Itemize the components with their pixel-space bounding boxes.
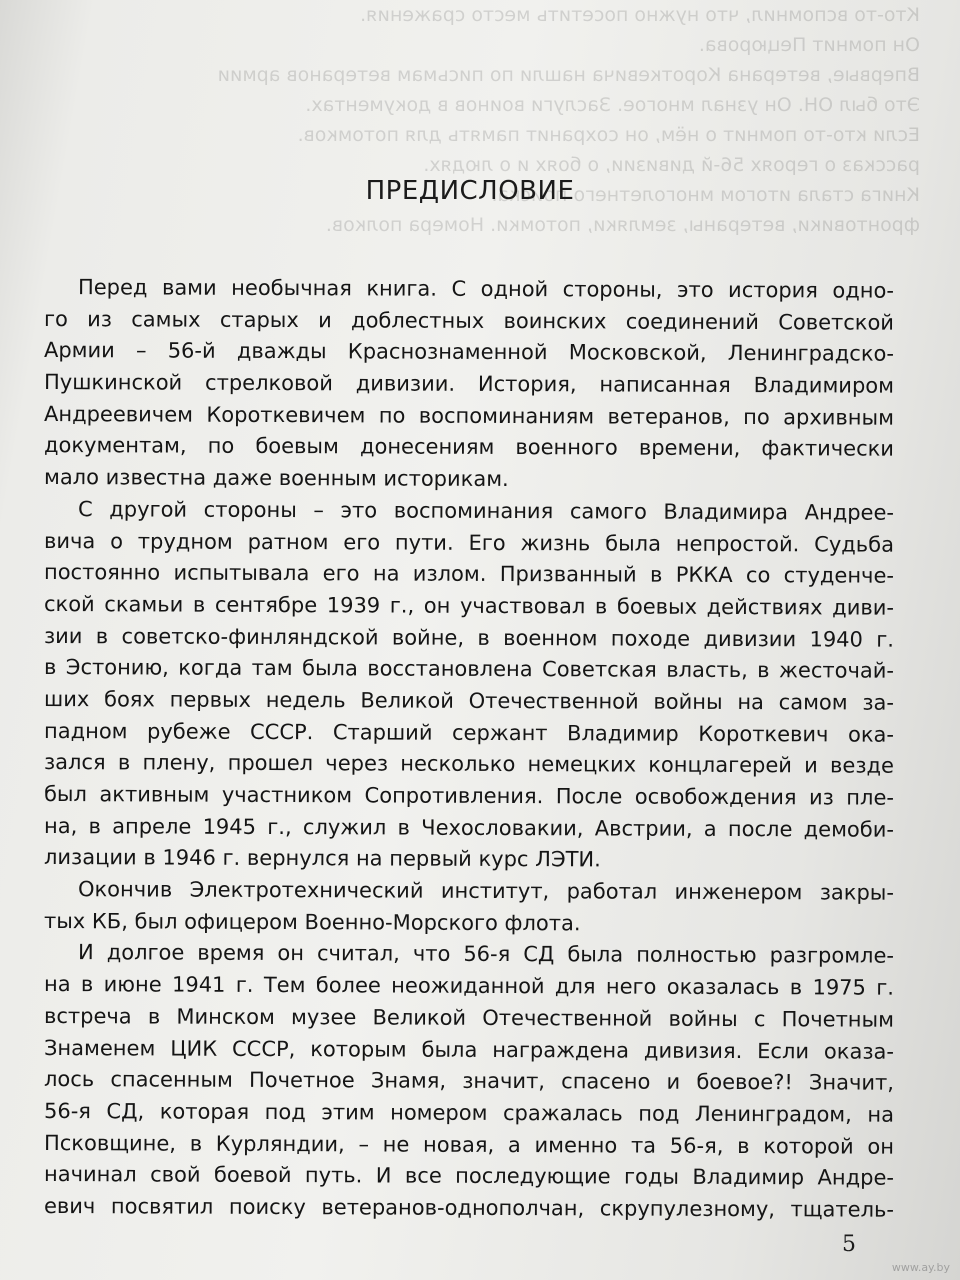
text-line: евич посвятил поиску ветеранов-однополчан, скрупулезному, тщатель-: [43, 1193, 895, 1222]
paragraph: [44, 494, 894, 874]
bleed-through-line: Это был ОН. Он узнал многое. Заслуги воинов в документах.: [305, 94, 920, 116]
text-line: С другой стороны – это воспоминания самого Владимира Андрее-: [77, 496, 895, 525]
text-line: го из самых старых и доблестных воинских соединений Советской: [43, 306, 895, 335]
text-line: в Эстонию, когда там была восстановлена Советская власть, в жесточай-: [43, 655, 895, 683]
bleed-through-line: Он помнит Пецюрова.: [698, 34, 920, 56]
text-line: зии в советско-финляндской войне, в военном походе дивизии 1940 г.: [43, 623, 895, 652]
bleed-through-line: Если кто-то помнит о нём, он сохранит память для потомков.: [297, 124, 920, 146]
text-line: Пушкинской стрелковой дивизии. История, написанная Владимиром: [43, 370, 895, 398]
watermark: www.ay.by: [891, 1261, 950, 1274]
text-line: мало известна даже военным историкам.: [43, 465, 509, 492]
text-line: падном рубеже СССР. Старший сержант Владимир Короткевич ока-: [43, 718, 895, 747]
text-line: зался в плену, прошел через несколько немецких концлагерей и везде: [43, 750, 895, 779]
preface-body: [44, 272, 894, 1223]
text-line: начинал свой боевой путь. И все последующие годы Владимир Андре-: [43, 1162, 895, 1190]
bleed-through-line: фронтовики, ветераны, земляки, потомки. Номера полков.: [325, 214, 920, 236]
bleed-through-text: [0, 0, 960, 290]
text-line: тых КБ, был офицером Военно-Морского флота.: [43, 908, 581, 936]
text-line: постоянно испытывала его на излом. Призванный в РККА со студенче-: [43, 560, 895, 588]
paragraph: [44, 874, 894, 937]
paragraph: [44, 937, 894, 1222]
text-line: 56-я СД, которая под этим номером сражалась под Ленинградом, на: [43, 1098, 895, 1127]
text-line: лизации в 1946 г. вернулся на первый курс ЛЭТИ.: [43, 845, 601, 872]
text-line: ших боях первых недель Великой Отечественной войны на самом за-: [43, 686, 895, 715]
text-line: встреча в Минском музее Великой Отечественной войны с Почетным: [43, 1003, 895, 1032]
text-line: на, в апреле 1945 г., служил в Чехословакии, Австрии, а после демоби-: [43, 813, 895, 842]
text-line: И долгое время он считал, что 56-я СД была полностью разгромле-: [77, 940, 895, 969]
text-line: на в июне 1941 г. Тем более неожиданной для него оказалась в 1975 г.: [43, 972, 895, 1000]
text-line: документам, по боевым донесениям военного времени, фактически: [43, 433, 895, 462]
text-line: Армии – 56-й дважды Краснознаменной Московской, Ленинградско-: [43, 338, 895, 367]
text-line: вича о трудном ратном его пути. Его жизнь была непростой. Судьба: [43, 528, 895, 557]
page-number: 5: [842, 1232, 856, 1257]
text-line: Андреевичем Короткевичем по воспоминаниям ветеранов, по архивным: [43, 401, 895, 430]
text-line: Псковщине, в Курляндии, – не новая, а именно та 56-я, в которой он: [43, 1130, 895, 1159]
bleed-through-line: Кто-то вспомнил, что нужно посетить место сражения.: [360, 4, 920, 26]
text-line: Перед вами необычная книга. С одной стороны, это история одно-: [77, 275, 895, 303]
text-line: лось спасенным Почетное Знамя, значит, спасено и боевое?! Значит,: [43, 1067, 895, 1095]
paragraph: [44, 272, 894, 494]
text-line: был активным участником Сопротивления. После освобождения из пле-: [43, 782, 895, 810]
bleed-through-line: Впервые, ветерана Короткевича нашли по письмам ветеранов армии: [217, 64, 920, 86]
text-line: ской скамьи в сентябре 1939 г., он участвовал в боевых действиях диви-: [43, 591, 895, 620]
bleed-through-line: рассказ о героях 56-й дивизии, о боях и о людях.: [423, 154, 920, 176]
text-line: Знаменем ЦИК СССР, которым была награждена дивизия. Если оказа-: [43, 1035, 895, 1064]
text-line: Окончив Электротехнический институт, работал инженером закры-: [77, 877, 895, 905]
bleed-through-line: Книга стала итогом многолетнего поиска.: [491, 184, 920, 206]
page-title: ПРЕДИСЛОВИЕ: [365, 176, 575, 206]
